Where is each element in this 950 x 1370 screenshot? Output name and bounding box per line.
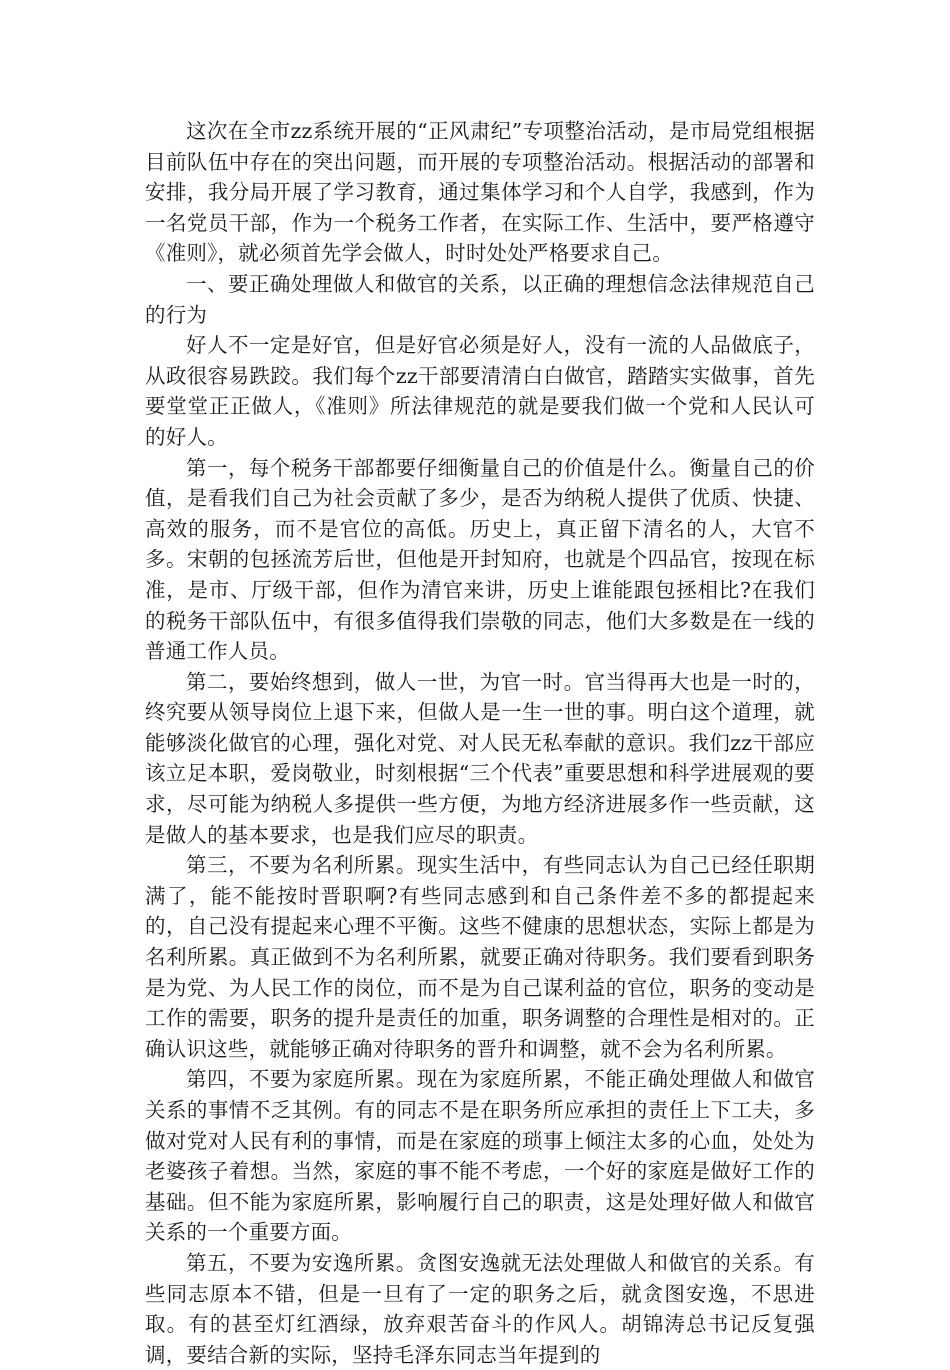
paragraph-point-3: 第三，不要为名利所累。现实生活中，有些同志认为自己已经任职期满了，能不能按时晋职啊?有些同志感到和自己条件差不多的都提起来的，自己没有提起来心理不平衡。这些不健康的思想状态，实际上都是为名利所累。真正做到不为名利所累，就要正确对待职务。我们要看到职务是为党、为人民工作的岗位，而不是为自己谋利益的官位，职务的变动是工作的需要，职务的提升是责任的加重，职务调整的合理性是相对的。正确认识这些，就能够正确对待职务的晋升和调整，就不会为名利所累。: [145, 853, 815, 1061]
paragraph-point-2: 第二，要始终想到，做人一世，为官一时。官当得再大也是一时的，终究要从领导岗位上退下来，但做人是一生一世的事。明白这个道理，就能够淡化做官的心理，强化对党、对人民无私奉献的意识。我们zz干部应该立足本职，爱岗敬业，时刻根据“三个代表”重要思想和科学进展观的要求，尽可能为纳税人多提供一些方便，为地方经济进展多作一些贡献，这是做人的基本要求，也是我们应尽的职责。: [145, 669, 815, 847]
paragraph-point-1: 第一，每个税务干部都要仔细衡量自己的价值是什么。衡量自己的价值，是看我们自己为社会贡献了多少，是否为纳税人提供了优质、快捷、高效的服务，而不是官位的高低。历史上，真正留下清名的人，大官不多。宋朝的包拯流芳后世，但他是开封知府，也就是个四品官，按现在标准，是市、厅级干部，但作为清官来讲，历史上谁能跟包拯相比?在我们的税务干部队伍中，有很多值得我们崇敬的同志，他们大多数是在一线的普通工作人员。: [145, 455, 815, 664]
paragraph-point-5: 第五，不要为安逸所累。贪图安逸就无法处理做人和做官的关系。有些同志原本不错，但是一旦有了一定的职务之后，就贪图安逸，不思进取。有的甚至灯红酒绿，放弃艰苦奋斗的作风人。胡锦涛总书记反复强调，要结合新的实际，坚持毛泽东同志当年提到的: [145, 1250, 815, 1367]
section-heading-1: 一、要正确处理做人和做官的关系，以正确的理想信念法律规范自己的行为: [145, 271, 815, 327]
paragraph-good-person: 好人不一定是好官，但是好官必须是好人，没有一流的人品做底子，从政很容易跌跤。我们每个zz干部要清清白白做官，踏踏实实做事，首先要堂堂正正做人，《准则》所法律规范的就是要我们做一个党和人民认可的好人。: [145, 333, 815, 449]
paragraph-intro: 这次在全市zz系统开展的“正风肃纪”专项整治活动，是市局党组根据目前队伍中存在的突出问题，而开展的专项整治活动。根据活动的部署和安排，我分局开展了学习教育，通过集体学习和个人自学，我感到，作为一名党员干部，作为一个税务工作者，在实际工作、生活中，要严格遵守《准则》，就必须首先学会做人，时时处处严格要求自己。: [145, 119, 815, 266]
paragraph-point-4: 第四，不要为家庭所累。现在为家庭所累，不能正确处理做人和做官关系的事情不乏其例。有的同志不是在职务所应承担的责任上下工夫，多做对党对人民有利的事情，而是在家庭的琐事上倾注太多的心血，处处为老婆孩子着想。当然，家庭的事不能不考虑，一个好的家庭是做好工作的基础。但不能为家庭所累，影响履行自己的职责，这是处理好做人和做官关系的一个重要方面。: [145, 1067, 815, 1245]
document-body: [145, 116, 815, 1370]
